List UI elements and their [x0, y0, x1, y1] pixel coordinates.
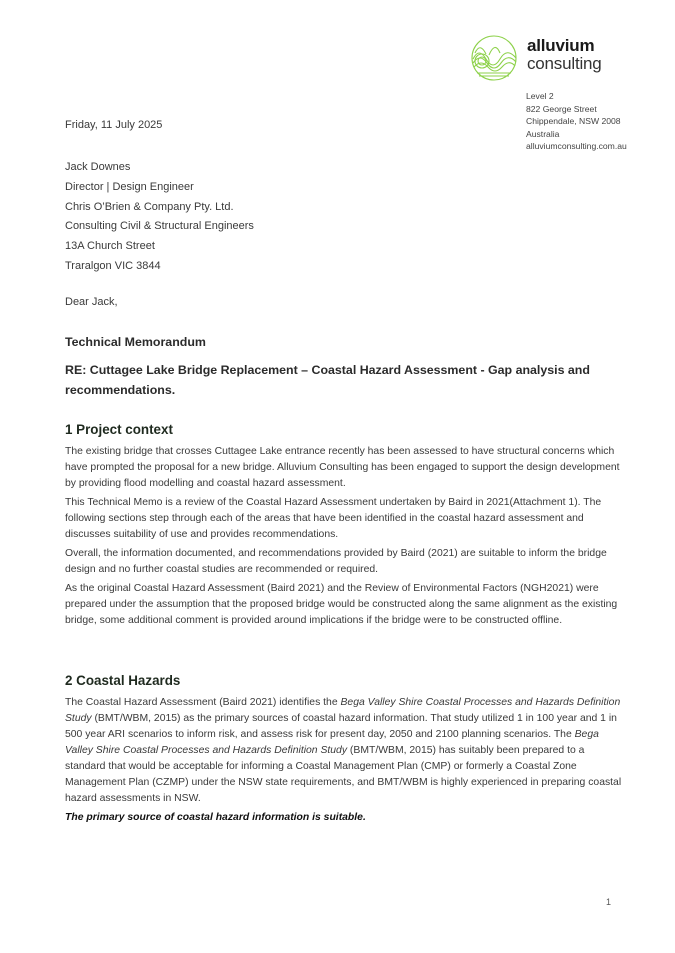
recipient-name: Jack Downes [65, 161, 131, 173]
recipient-company-desc: Consulting Civil & Structural Engineers [65, 220, 254, 233]
website: alluviumconsulting.com.au [526, 141, 627, 152]
section-heading: 1 Project context [65, 422, 173, 437]
recipient-company: Chris O’Brien & Company Pty. Ltd. [65, 200, 234, 213]
recipient-title: Director | Design Engineer [65, 180, 194, 193]
company-logo [469, 33, 609, 83]
paragraph: The existing bridge that crosses Cuttagee Lake entrance recently has been assessed to have structural concerns which have prompted the proposal for a new bridge. Alluvium Consulting has been engaged to support the design development by providing flood modelling and coastal hazard assessment. [65, 446, 620, 489]
text-run: (BMT/WBM, 2015) has suitably been prepared to a standard that would be acceptable for informing a Coastal Management Plan (CMP) or formerly a Coastal Zone Management Plan (CZMP) under the NSW state requirements, and BMT/WBM is highly experienced in preparing coastal hazard assessments in NSW. [65, 745, 622, 804]
address-line: 822 George Street [526, 103, 597, 114]
address-line: Australia [526, 128, 560, 139]
paragraph: As the original Coastal Hazard Assessment (Baird 2021) and the Review of Environmental Factors (NGH2021) were prepared under the assumption that the proposed bridge would be constructed along the same alignment as the existing bridge, some additional comment is provided around implications if the bridge were to be constructed offline. [65, 583, 618, 626]
section-body [65, 444, 625, 632]
paragraph [65, 695, 625, 807]
address-line: Chippendale, NSW 2008 [526, 116, 621, 127]
study-title: Bega Valley Shire Coastal Processes and Hazards Definition Study [65, 729, 599, 756]
paragraph: Overall, the information documented, and recommendations provided by Baird (2021) are suitable to inform the bridge design and no further coastal studies are recommended or required. [65, 548, 607, 575]
text-run: The Coastal Hazard Assessment (Baird 2021) identifies the [65, 697, 341, 708]
paragraph: This Technical Memo is a review of the Coastal Hazard Assessment undertaken by Baird in 2021(Attachment 1). The following sections step through each of the areas that have been identified in the coastal hazard assessment and discusses suitability of use and provides recommendations. [65, 497, 602, 540]
section-heading: 2 Coastal Hazards [65, 673, 181, 688]
salutation: Dear Jack, [65, 296, 118, 308]
recipient-city: Traralgon VIC 3844 [65, 259, 161, 272]
memo-title: Technical Memorandum [65, 335, 206, 349]
study-title: Bega Valley Shire Coastal Processes and Hazards Definition Study [65, 697, 621, 724]
company-address [526, 90, 627, 153]
text-run: (BMT/WBM, 2015) as the primary sources of coastal hazard information. That study utilized 1 in 100 year and 1 in 500 year ARI scenarios to inform risk, and assess risk for present day, 2050 and 2100 planning scenarios. The [65, 713, 617, 740]
page-number: 1 [606, 897, 612, 907]
alluvium-wave-logo-icon [469, 33, 519, 83]
conclusion: The primary source of coastal hazard information is suitable. [65, 812, 366, 823]
recipient-street: 13A Church Street [65, 240, 155, 253]
recipient-block [65, 158, 254, 277]
brand-name: alluvium [527, 36, 595, 55]
address-line: Level 2 [526, 91, 554, 101]
brand-sub: consulting [527, 54, 602, 73]
section-body [65, 695, 625, 829]
subject-line: RE: Cuttagee Lake Bridge Replacement – Coastal Hazard Assessment - Gap analysis and recommendations. [65, 363, 590, 397]
letter-date: Friday, 11 July 2025 [65, 119, 163, 131]
